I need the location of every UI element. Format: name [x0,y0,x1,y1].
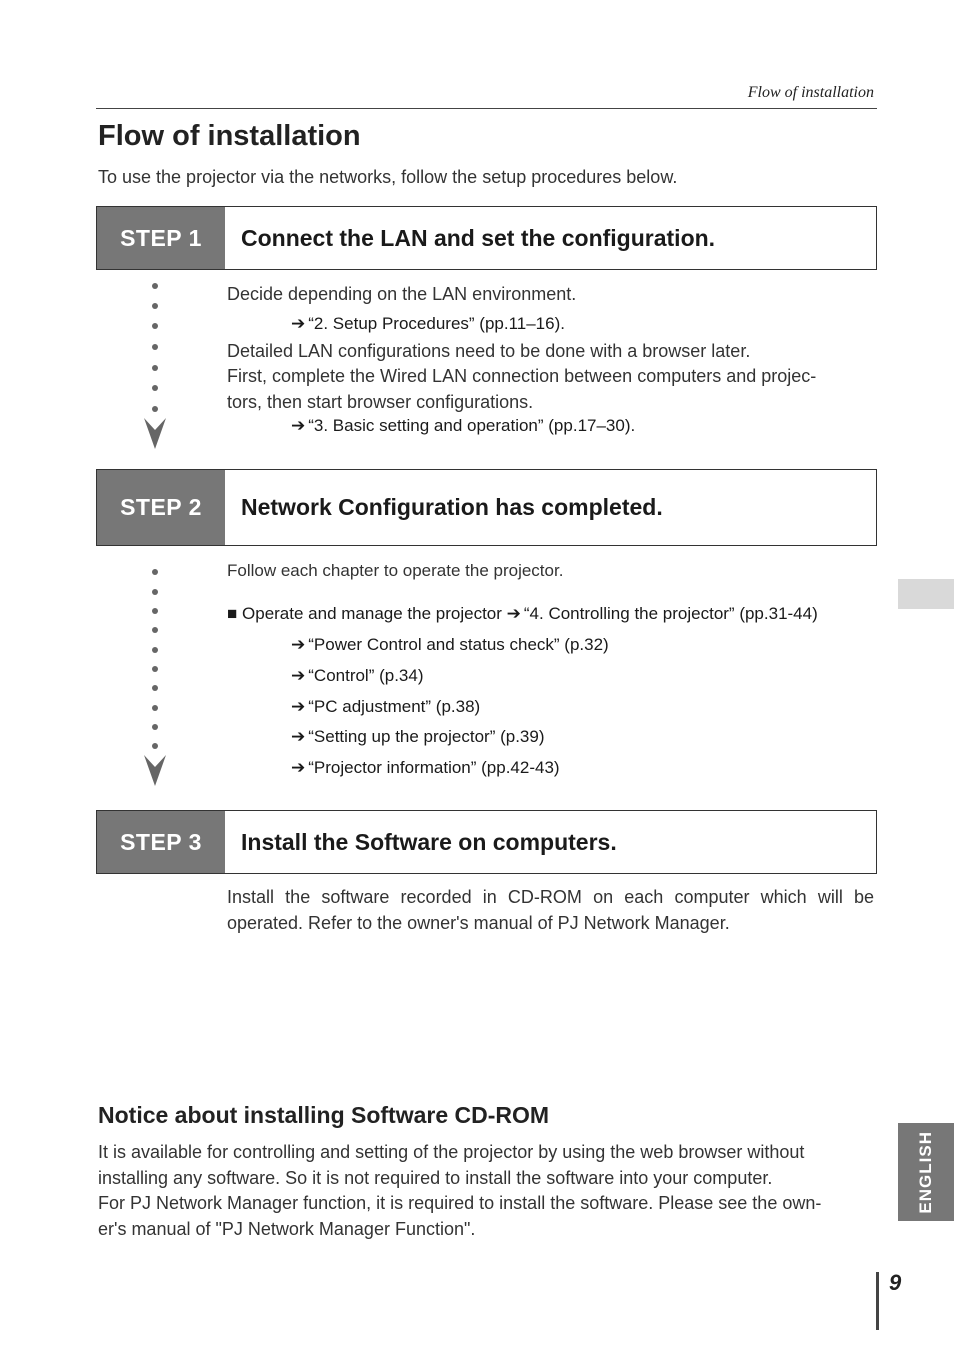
step-2-box [96,469,877,546]
step-2-ref-2: ➔ “Control” (p.34) [291,666,424,685]
arrow-icon: ➔ [291,697,306,716]
step-1-ref-2: ➔ “3. Basic setting and operation” (pp.17–30). [291,416,636,435]
step-2-ref-3: ➔ “PC adjustment” (p.38) [291,697,481,716]
arrow-icon: ➔ [506,604,521,623]
header-rule [96,108,877,109]
step-2-label: STEP 2 [97,470,225,545]
arrow-icon: ➔ [291,758,306,777]
step-1-label: STEP 1 [97,207,225,269]
arrow-icon: ➔ [291,727,306,746]
page-number: 9 [889,1270,902,1295]
running-header: Flow of installation [747,84,874,101]
language-tab [898,1123,954,1221]
notice-title: Notice about installing Software CD-ROM [98,1102,550,1128]
step-2-ref-1: ➔ “Power Control and status check” (p.32) [291,635,609,654]
step-1-box [96,206,877,270]
notice-body [98,1140,874,1242]
notice-line-3: For PJ Network Manager function, it is required to install the software. Please see the own- [98,1193,822,1213]
arrow-icon: ➔ [291,314,306,333]
notice-line-4: er's manual of "PJ Network Manager Function". [98,1218,476,1239]
step-2-line-1: Follow each chapter to operate the projector. [227,561,564,580]
language-tab-label: ENGLISH [916,1130,935,1214]
page-title: Flow of installation [98,120,361,152]
step-1-line-4: tors, then start browser configurations. [227,392,534,412]
step-3-line-2: operated. Refer to the owner's manual of PJ Network Manager. [227,913,730,933]
arrow-icon: ➔ [291,416,306,435]
step-2-down-arrow-icon [143,755,167,787]
arrow-icon: ➔ [291,666,306,685]
step-1-line-3: First, complete the Wired LAN connection between computers and projec- [227,366,817,386]
notice-line-1: It is available for controlling and setting of the projector by using the web browser without [98,1142,805,1162]
step-1-down-arrow-icon [143,418,167,450]
step-3-line-1: Install the software recorded in CD-ROM on each computer which will be [227,887,874,907]
step-3-heading: Install the Software on computers. [241,828,617,855]
chapter-tab [898,579,954,609]
notice-line-2: installing any software. So it is not required to install the software into your computer. [98,1167,773,1188]
step-3-label: STEP 3 [97,811,225,873]
step-1-line-2: Detailed LAN configurations need to be done with a browser later. [227,341,751,361]
arrow-icon: ➔ [291,635,306,654]
square-bullet-icon: ■ [227,604,238,623]
step-3-box [96,810,877,874]
step-2-heading: Network Configuration has completed. [241,494,663,520]
step-1-heading: Connect the LAN and set the configuration. [241,224,716,251]
step-1-ref-1: ➔ “2. Setup Procedures” (pp.11–16). [291,314,565,333]
step-2-bullet: ■ Operate and manage the projector ➔ “4. Controlling the projector” (pp.31-44) [227,604,818,623]
step-1-line-1: Decide depending on the LAN environment. [227,284,577,304]
intro-text: To use the projector via the networks, follow the setup procedures below. [98,167,678,187]
step-2-ref-5: ➔ “Projector information” (pp.42-43) [291,758,560,777]
step-2-ref-4: ➔ “Setting up the projector” (p.39) [291,727,545,746]
page-number-rule [876,1272,879,1330]
